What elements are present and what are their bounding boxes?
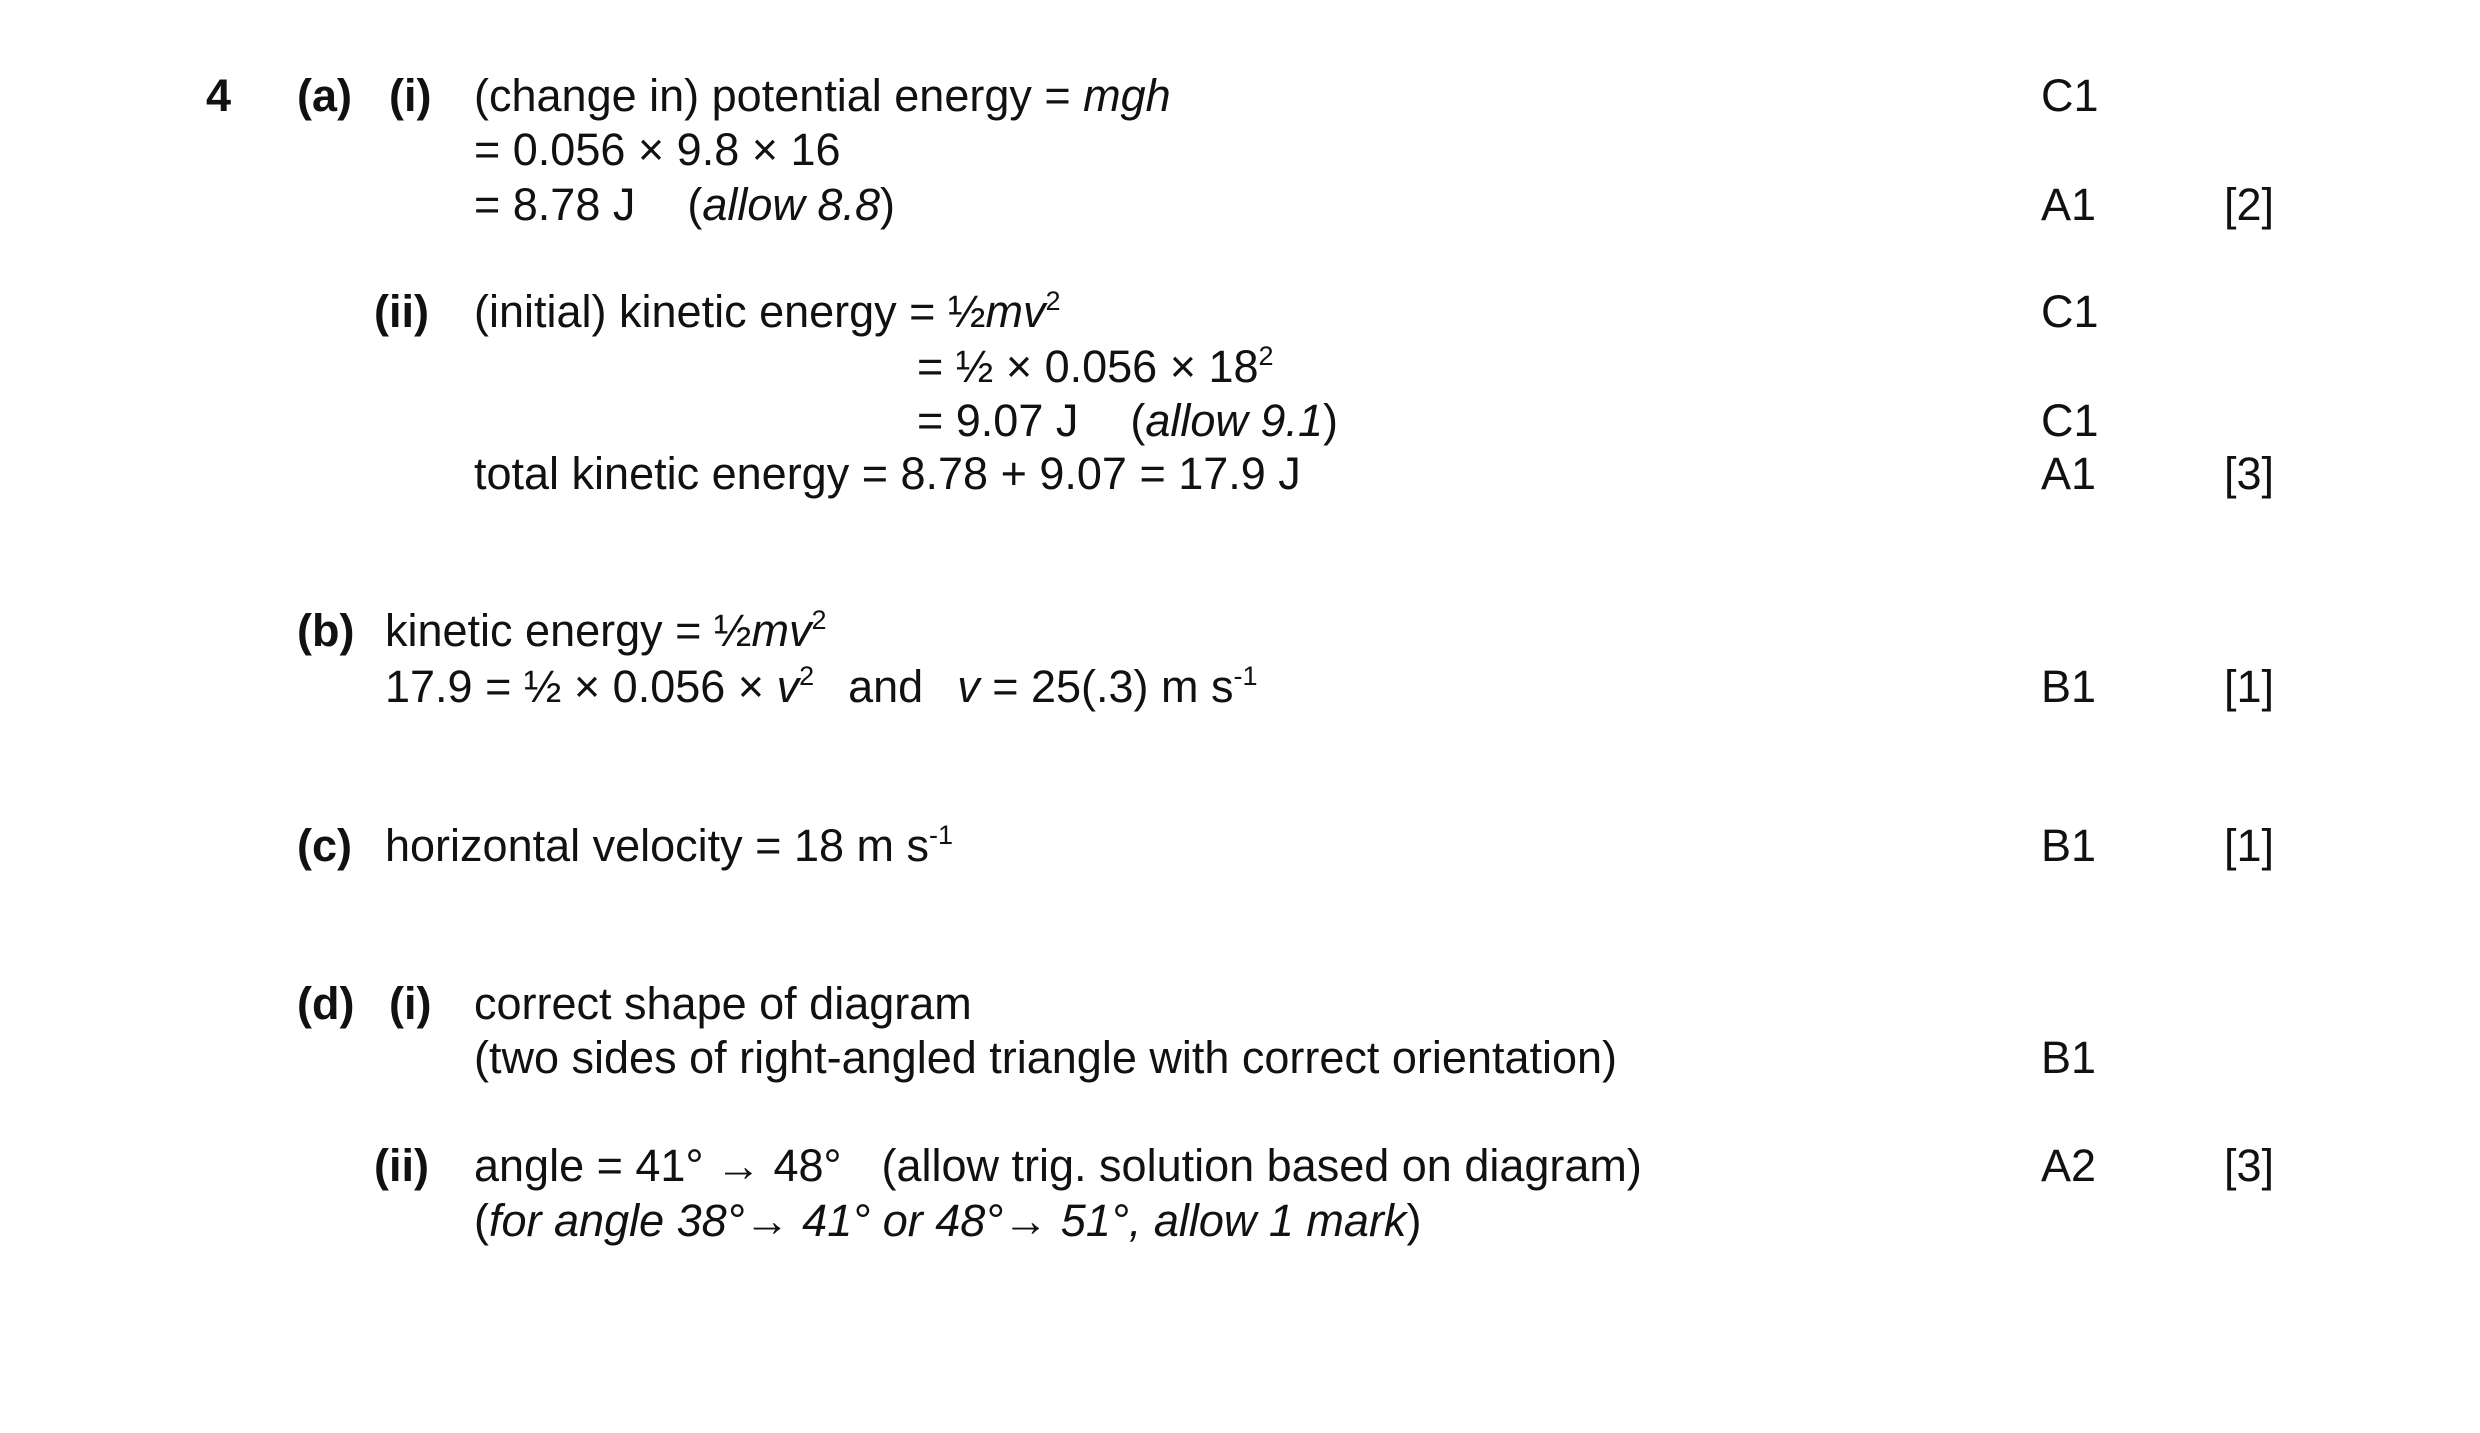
part-d-i-line1: correct shape of diagram — [474, 978, 972, 1029]
part-b-label: (b) — [297, 605, 355, 656]
part-b-and: and — [848, 661, 924, 712]
part-b-line2 — [385, 660, 1258, 714]
question-number: 4 — [206, 70, 232, 121]
mark-a-i-1: C1 — [2041, 70, 2099, 121]
mark-a-ii-1: C1 — [2041, 286, 2099, 337]
part-d-ii-line2-italic: for angle 38°→ 41° or 48°→ 51°, allow 1 mark — [489, 1195, 1407, 1246]
part-b-line1-exp: 2 — [811, 605, 827, 635]
part-d-i-label: (i) — [389, 978, 432, 1029]
part-a-ii-line1-var: mv — [985, 286, 1046, 337]
part-a-i-line2: = 0.056 × 9.8 × 16 — [474, 124, 841, 175]
mark-a-i-2: A1 — [2041, 179, 2097, 230]
part-c-label: (c) — [297, 820, 352, 871]
part-c-line1-exp: -1 — [929, 820, 954, 850]
part-b-line1-text: kinetic energy = ½ — [385, 605, 752, 656]
part-d-ii-line1-text: angle = 41° → 48° — [474, 1140, 842, 1191]
part-d-ii-line1-note: (allow trig. solution based on diagram) — [881, 1140, 1642, 1191]
part-a-ii-line1 — [474, 285, 1061, 339]
part-a-i-line1 — [474, 69, 1171, 123]
paren-close: ) — [879, 179, 895, 230]
mark-b: B1 — [2041, 661, 2097, 712]
part-a-ii-line2 — [917, 340, 1274, 394]
part-a-ii-label: (ii) — [374, 286, 429, 337]
mark-a-ii-2: C1 — [2041, 395, 2099, 446]
total-b: [1] — [2224, 661, 2275, 712]
part-a-ii-line2-exp: 2 — [1258, 341, 1274, 371]
part-b-line2-var: v — [776, 661, 800, 712]
total-c: [1] — [2224, 820, 2275, 871]
part-b-line2-text: 17.9 = ½ × 0.056 × — [385, 661, 777, 712]
part-a-ii-line1-text: (initial) kinetic energy = ½ — [474, 286, 986, 337]
part-c-line1 — [385, 819, 953, 873]
paren-open: ( — [687, 179, 703, 230]
part-d-i-line2: (two sides of right-angled triangle with correct orientation) — [474, 1032, 1618, 1083]
part-a-label: (a) — [297, 70, 352, 121]
part-b-line2-unit-exp: -1 — [1233, 661, 1258, 691]
part-d-label: (d) — [297, 978, 355, 1029]
total-a-ii: [3] — [2224, 448, 2275, 499]
part-b-line1-var: mv — [751, 605, 812, 656]
mark-a-ii-3: A1 — [2041, 448, 2097, 499]
part-b-line2-text2: = 25(.3) m s — [979, 661, 1234, 712]
part-a-ii-line4: total kinetic energy = 8.78 + 9.07 = 17.9 J — [474, 448, 1301, 499]
part-a-ii-allow: allow 9.1 — [1145, 395, 1323, 446]
part-d-ii-line2 — [474, 1194, 1421, 1248]
paren-close: ) — [1322, 395, 1338, 446]
part-a-i-label: (i) — [389, 70, 432, 121]
part-a-i-line1-text: (change in) potential energy = — [474, 70, 1084, 121]
mark-d-ii: A2 — [2041, 1140, 2097, 1191]
total-a-i: [2] — [2224, 179, 2275, 230]
total-d-ii: [3] — [2224, 1140, 2275, 1191]
part-a-ii-line1-exp: 2 — [1045, 286, 1061, 316]
part-a-i-line1-var: mgh — [1083, 70, 1171, 121]
mark-d-i: B1 — [2041, 1032, 2097, 1083]
paren-open: ( — [1130, 395, 1146, 446]
part-b-line1 — [385, 604, 827, 658]
part-a-ii-line2-text: = ½ × 0.056 × 18 — [917, 341, 1259, 392]
paren-close: ) — [1406, 1195, 1422, 1246]
part-a-ii-line3 — [917, 394, 1338, 448]
part-d-ii-line1 — [474, 1139, 1642, 1193]
paren-open: ( — [474, 1195, 489, 1246]
part-c-line1-text: horizontal velocity = 18 m s — [385, 820, 929, 871]
part-b-line2-var2: v — [957, 661, 980, 712]
mark-c: B1 — [2041, 820, 2097, 871]
part-b-line2-exp: 2 — [799, 661, 815, 691]
part-d-ii-label: (ii) — [374, 1140, 429, 1191]
part-a-ii-line3-text: = 9.07 J — [917, 395, 1079, 446]
part-a-i-line3 — [474, 178, 895, 232]
part-a-i-allow: allow 8.8 — [702, 179, 880, 230]
part-a-i-line3-text: = 8.78 J — [474, 179, 636, 230]
